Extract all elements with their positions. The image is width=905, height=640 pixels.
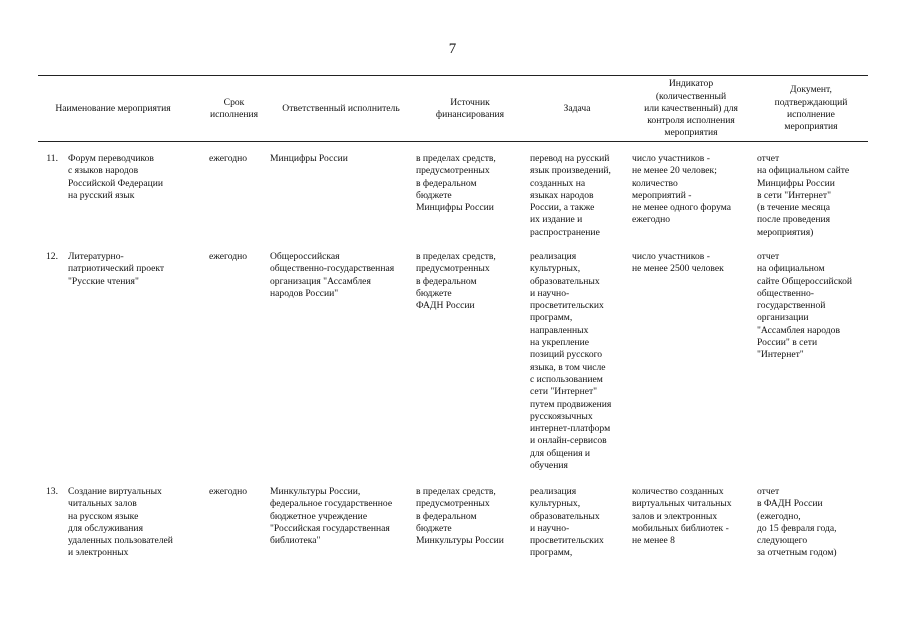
header-task: Задача: [563, 102, 591, 114]
row-indicator: количество созданных виртуальных читальных залов и электронных мобильных библиотек - не менее 8: [632, 486, 732, 547]
row-task: перевод на русский язык произведений, созданных на языках народов России, а также их издание и распространение: [530, 153, 611, 238]
row-number: 13.: [46, 486, 58, 497]
row-task: реализация культурных, образовательных и научно- просветительских программ,: [530, 486, 604, 559]
row-document: отчет на официальном сайте Общероссийской общественно- государственной организации "Ассамблея народов России" в сети "Интернет": [757, 251, 853, 361]
row-term: ежегодно: [209, 251, 248, 262]
row-document: отчет на официальном сайте Минцифры России в сети "Интернет" (в течение месяца после проведения мероприятия): [757, 153, 850, 238]
header-executor: Ответственный исполнитель: [282, 102, 400, 114]
row-task: реализация культурных, образовательных и научно- просветительских программ, направленных на укрепление позиций русского языка, в том числе с использованием сети "Интернет" путем продвижения русскоязычных интернет-платформ и онлайн-сервисов для общения и обучения: [530, 251, 612, 472]
row-measure-name: Создание виртуальных читальных залов на русском языке для обслуживания удаленных пользователей и электронных: [68, 486, 173, 559]
page-number: 7: [448, 41, 457, 57]
row-term: ежегодно: [209, 486, 248, 497]
row-funding-source: в пределах средств, предусмотренных в федеральном бюджете Минкультуры России: [416, 486, 504, 547]
row-indicator: число участников - не менее 20 человек; количество мероприятий - не менее одного форума ежегодно: [632, 153, 732, 226]
header-document: Документ, подтверждающий исполнение мероприятия: [774, 84, 848, 133]
header-funding-source: Источник финансирования: [435, 96, 505, 120]
row-funding-source: в пределах средств, предусмотренных в федеральном бюджете Минцифры России: [416, 153, 496, 214]
row-executor: Минцифры России: [270, 153, 348, 164]
row-number: 11.: [46, 153, 58, 164]
row-term: ежегодно: [209, 153, 248, 164]
row-indicator: число участников - не менее 2500 человек: [632, 251, 724, 275]
header-indicator: Индикатор (количественный или качественный) для контроля исполнения мероприятия: [644, 78, 738, 139]
table-top-rule: [38, 75, 868, 76]
row-executor: Минкультуры России, федеральное государственное бюджетное учреждение "Российская государственная библиотека": [270, 486, 393, 547]
row-measure-name: Литературно- патриотический проект "Русские чтения": [68, 251, 165, 287]
header-bottom-rule: [38, 141, 868, 142]
row-measure-name: Форум переводчиков с языков народов Российской Федерации на русский язык: [68, 153, 163, 201]
row-executor: Общероссийская общественно-государственная организация "Ассамблея народов России": [270, 251, 395, 299]
row-number: 12.: [46, 251, 58, 262]
row-funding-source: в пределах средств, предусмотренных в федеральном бюджете ФАДН России: [416, 251, 496, 312]
header-term: Срок исполнения: [209, 96, 259, 120]
row-document: отчет в ФАДН России (ежегодно, до 15 февраля года, следующего за отчетным годом): [757, 486, 837, 559]
header-measure-name: Наименование мероприятия: [55, 102, 171, 114]
